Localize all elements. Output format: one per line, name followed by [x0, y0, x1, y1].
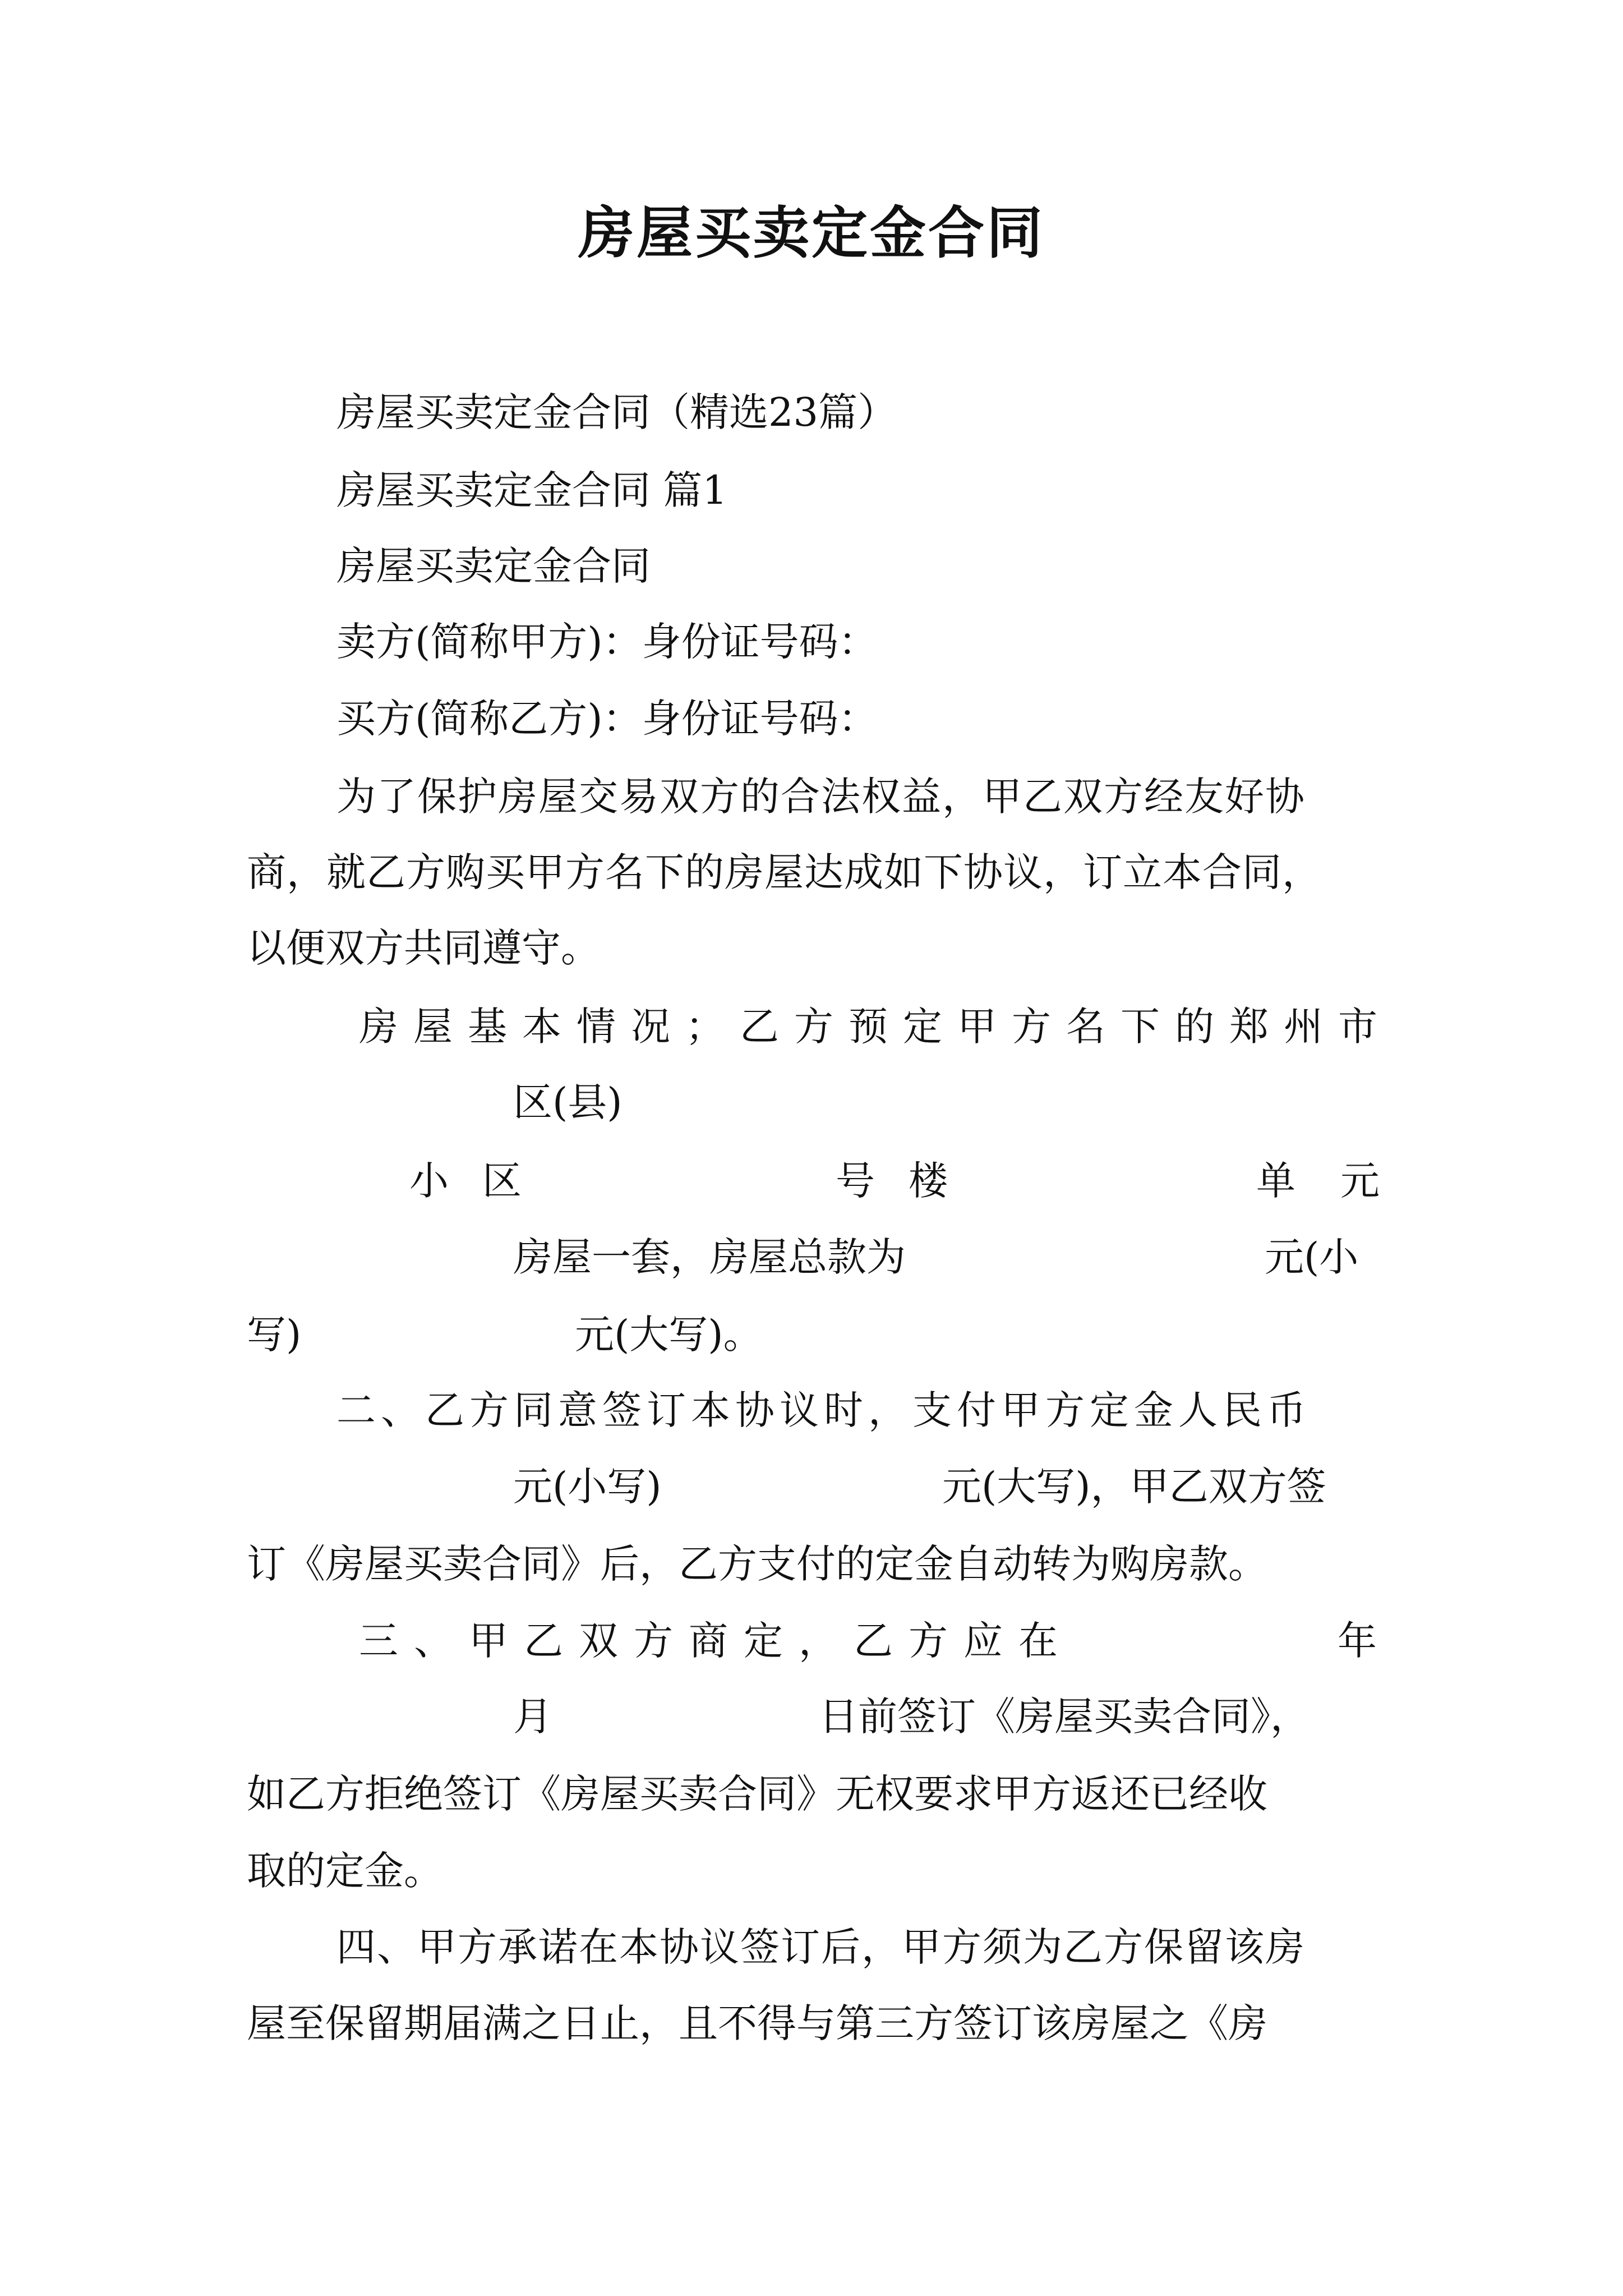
clause-3-line-3: 如乙方拒绝签订《房屋买卖合同》无权要求甲方返还已经收: [247, 1771, 1267, 1817]
clause-1-building: 号楼: [836, 1158, 981, 1204]
clause-1-price-line: 房屋一套，房屋总款为: [513, 1234, 906, 1280]
clause-2-line-1: 二、乙方同意签订本协议时，支付甲方定金人民币: [336, 1387, 1311, 1433]
preamble-line-1: [336, 771, 1380, 822]
clause-3-day: 日前签订《房屋买卖合同》，: [819, 1694, 1310, 1740]
clause-4-line-1: 四、甲方承诺在本协议签订后，甲方须为乙方保留该房: [336, 1924, 1306, 1970]
clause-1-capital: 元(大写)。: [575, 1312, 763, 1358]
subtitle-line: 房屋买卖定金合同（精选23篇）: [336, 389, 897, 435]
section-heading-line: 房屋买卖定金合同 篇1: [336, 467, 727, 513]
buyer-line: 买方(简称乙方)：身份证号码：: [336, 696, 878, 742]
contract-name-line: 房屋买卖定金合同: [336, 543, 651, 589]
clause-3-line-4: 取的定金。: [247, 1848, 443, 1894]
clause-1-small-suffix: 写): [247, 1312, 302, 1358]
clause-1-unit: 单元: [1256, 1158, 1424, 1204]
clause-1-line-1: 房屋基本情况；乙方预定甲方名下的郑州市: [359, 1004, 1393, 1050]
clause-2-line-3: 订《房屋买卖合同》后，乙方支付的定金自动转为购房款。: [247, 1541, 1267, 1587]
clause-3-month: 月: [513, 1694, 552, 1740]
clause-1-district: 区(县): [513, 1079, 623, 1125]
document-title: 房屋买卖定金合同: [578, 200, 1045, 266]
clause-3-line-1: 三、甲乙双方商定，乙方应在: [359, 1618, 1073, 1664]
clause-4-line-2: 屋至保留期届满之日止，且不得与第三方签订该房屋之《房: [247, 2000, 1267, 2046]
seller-line: 卖方(简称甲方)：身份证号码：: [336, 619, 878, 665]
clause-2-small: 元(小写): [513, 1464, 662, 1510]
clause-1-community: 小区: [409, 1158, 555, 1204]
clause-2-capital: 元(大写)，甲乙双方签: [942, 1464, 1326, 1510]
preamble-text-1: 为了保护房屋交易双方的合法权益，甲乙双方经友好协: [336, 774, 1306, 820]
clause-3-year: 年: [1338, 1618, 1377, 1664]
clause-1-price-small: 元(小: [1265, 1234, 1359, 1280]
preamble-line-2: 商，就乙方购买甲方名下的房屋达成如下协议，订立本合同，: [247, 849, 1322, 895]
preamble-line-3: 以便双方共同遵守。: [247, 925, 600, 971]
